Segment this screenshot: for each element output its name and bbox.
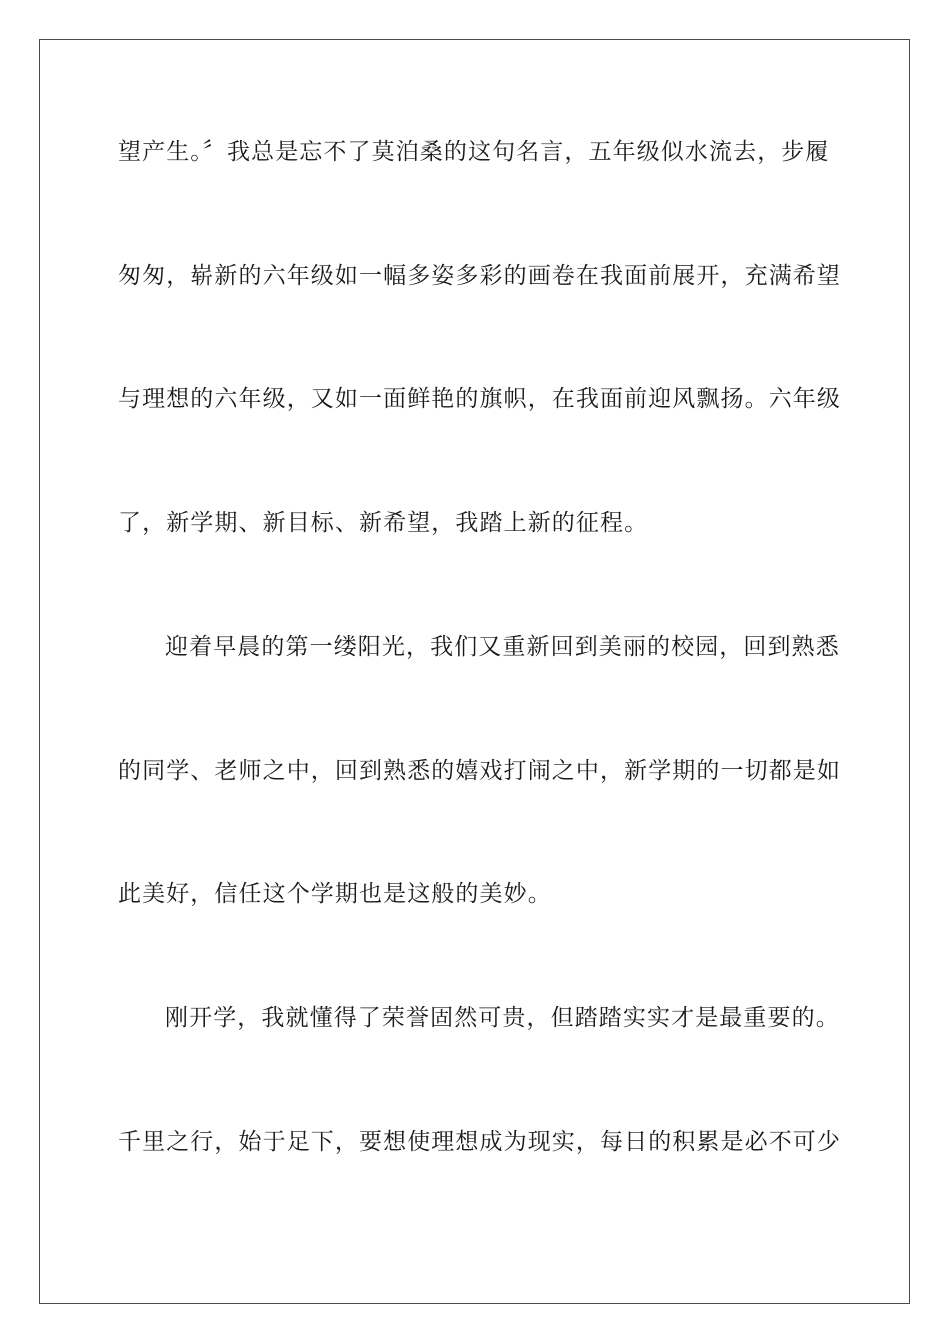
text-line-1: 望产生。〞我总是忘不了莫泊桑的这句名言，五年级似水流去，步履: [118, 139, 830, 165]
text-line-4: 了，新学期、新目标、新希望，我踏上新的征程。: [118, 510, 649, 536]
text-line-3: 与理想的六年级，又如一面鲜艳的旗帜，在我面前迎风飘扬。六年级: [118, 386, 841, 412]
text-line-6: 的同学、老师之中，回到熟悉的嬉戏打闹之中，新学期的一切都是如: [118, 758, 841, 784]
text-line-9: 千里之行，始于足下，要想使理想成为现实，每日的积累是必不可少: [118, 1129, 841, 1155]
text-line-7: 此美好，信任这个学期也是这般的美妙。: [118, 881, 552, 907]
text-line-2: 匆匆，崭新的六年级如一幅多姿多彩的画卷在我面前展开，充满希望: [118, 263, 841, 289]
text-line-5: 迎着早晨的第一缕阳光，我们又重新回到美丽的校园，回到熟悉: [165, 634, 840, 660]
text-line-8: 刚开学，我就懂得了荣誉固然可贵，但踏踏实实才是最重要的。: [165, 1005, 840, 1031]
page-frame: [39, 39, 910, 1304]
